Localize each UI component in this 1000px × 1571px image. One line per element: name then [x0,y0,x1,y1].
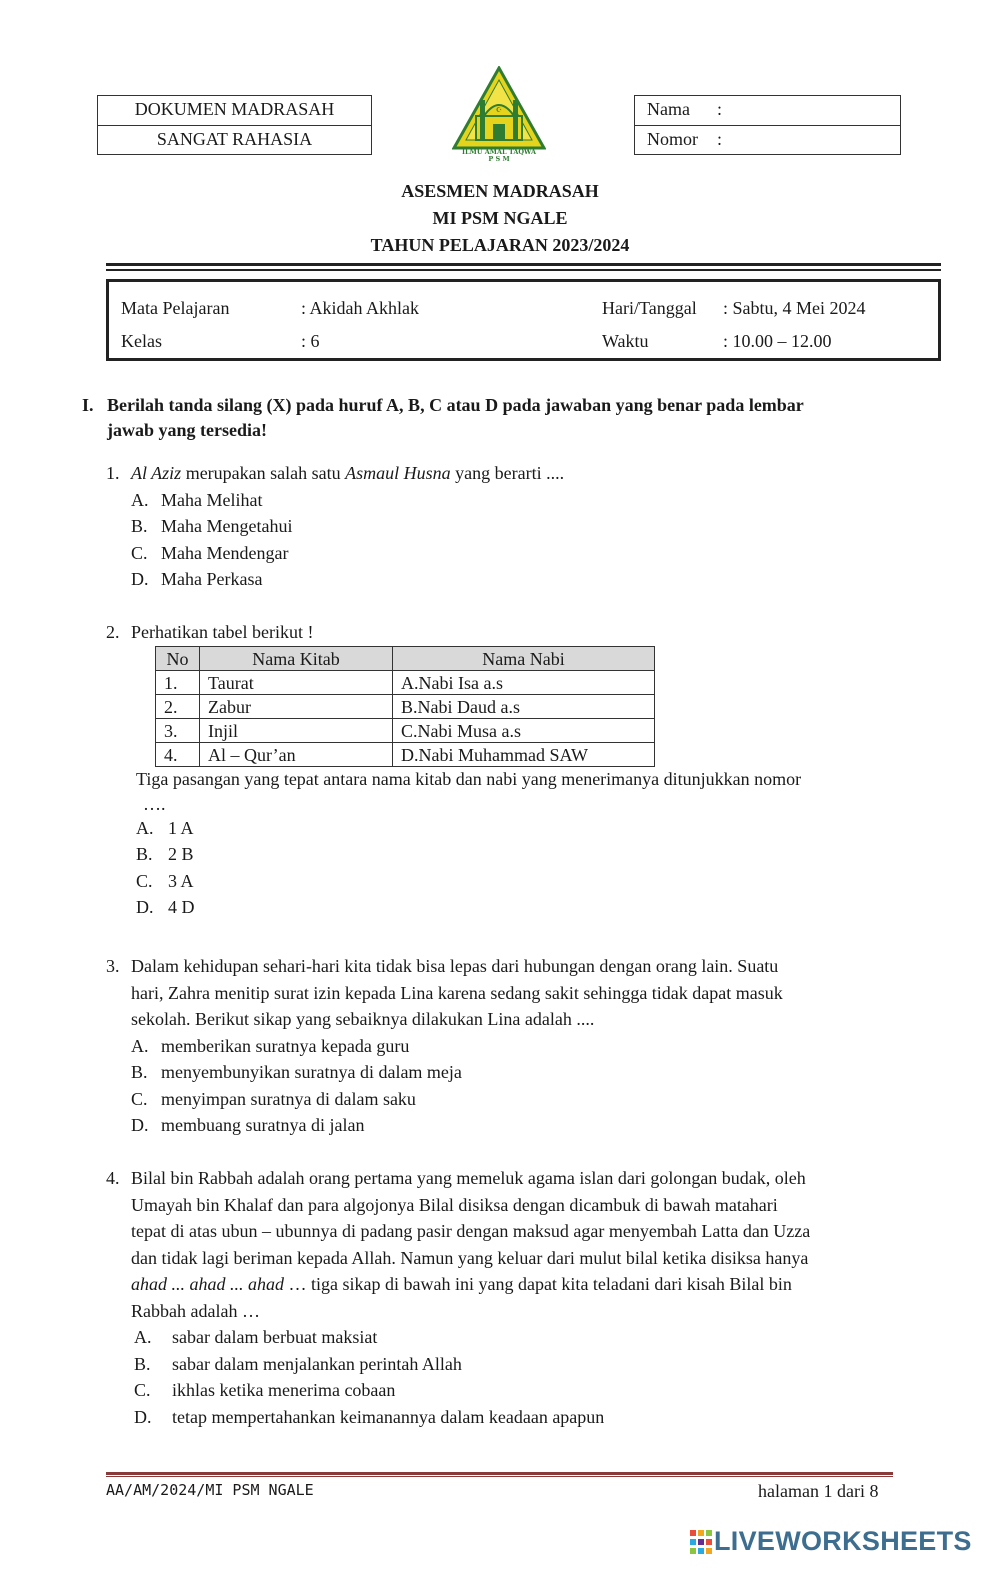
question-3 [106,953,896,1139]
question-text-line: tepat di atas ubun – ubunnya di padang pasir dengan maksud agar menyembah Latta dan Uzza [131,1221,811,1241]
name-label: Nama [647,99,690,119]
question-text: Al Aziz merupakan salah satu Asmaul Husna yang berarti .... [131,463,565,483]
option-a[interactable]: A. sabar dalam berbuat maksiat [134,1327,378,1347]
question-number: 1. [106,463,120,483]
date-value: : Sabtu, 4 Mei 2024 [723,298,866,318]
exam-info-box [106,279,941,361]
option-b[interactable]: B. menyembunyikan suratnya di dalam meja [131,1062,462,1082]
option-a[interactable]: A. 1 A [136,817,194,838]
question-2-continued [106,766,896,921]
option-b[interactable]: B. Maha Mengetahui [131,516,293,536]
option-c[interactable]: C. 3 A [136,870,194,891]
option-d[interactable]: D. tetap mempertahankan keimanannya dalam keadaan apapun [134,1406,605,1427]
student-id-box [634,95,901,155]
time-value: : 10.00 – 12.00 [723,331,832,351]
table-row [156,671,655,695]
table-cell: A.Nabi Isa a.s [393,671,655,695]
footer-code: AA/AM/2024/MI PSM NGALE [106,1481,314,1499]
svg-text:☪: ☪ [495,106,503,114]
table-cell: Taurat [200,671,393,695]
table-row [156,719,655,743]
doc-label: DOKUMEN MADRASAH [134,99,335,119]
option-a[interactable]: A. Maha Melihat [131,489,263,510]
subject-value: : Akidah Akhlak [301,298,419,318]
question-number: 4. [106,1168,120,1188]
table-header-row [156,647,655,671]
school-name: MI PSM NGALE [432,208,568,228]
table-cell: Injil [200,719,393,743]
table-row [156,695,655,719]
question-text-line: Rabbah adalah … [131,1300,260,1321]
table-cell: 3. [156,719,200,743]
footer-rule [106,1472,893,1477]
option-d[interactable]: D. Maha Perkasa [131,569,263,589]
exam-title: ASESMEN MADRASAH [401,181,599,201]
option-a[interactable]: A. memberikan suratnya kepada guru [131,1035,410,1056]
table-cell: Al – Qur’an [200,743,393,767]
document-classification-box [97,95,372,155]
option-c[interactable]: C. menyimpan suratnya di dalam saku [131,1088,416,1109]
table-cell: Zabur [200,695,393,719]
name-sep: : [717,99,723,119]
time-label: Waktu [602,331,649,351]
table-cell: D.Nabi Muhammad SAW [393,743,655,767]
instruction-line-2: jawab yang tersedia! [107,420,267,440]
table-row [156,743,655,767]
col-header: Nama Kitab [200,647,393,671]
liveworksheets-logo-icon [690,1530,712,1554]
exam-titles [0,178,1000,259]
question-text-line: ahad ... ahad ... ahad … tiga sikap di bawah ini yang dapat kita teladani dari kisah Bilal bin [131,1274,792,1294]
instruction-line-1: Berilah tanda silang (X) pada huruf A, B, C atau D pada jawaban yang benar pada lembar [107,395,804,415]
svg-text:ILMU AMAL TAQWA: ILMU AMAL TAQWA [462,148,536,156]
class-label: Kelas [121,331,162,351]
number-row[interactable] [635,125,900,154]
mosque-triangle-logo-icon [452,66,546,162]
table-cell: 2. [156,695,200,719]
scripture-table [155,646,655,767]
question-text: Perhatikan tabel berikut ! [131,622,314,642]
question-2 [106,619,896,646]
option-b[interactable]: B. 2 B [136,844,194,864]
section-number: I. [82,395,94,415]
page-indicator: halaman 1 dari 8 [758,1481,879,1501]
question-1 [106,460,896,593]
question-text-line: Umayah bin Khalaf dan para algojonya Bilal disiksa dengan dicambuk di bawah matahari [131,1194,778,1215]
table-cell: 1. [156,671,200,695]
question-text-line: sekolah. Berikut sikap yang sebaiknya dilakukan Lina adalah .... [131,1009,595,1029]
divider-top [106,263,941,266]
number-sep: : [717,129,723,149]
divider-bottom [106,269,941,271]
col-header: No [156,647,200,671]
class-value: : 6 [301,331,320,351]
brand-text: LIVEWORKSHEETS [714,1526,972,1556]
question-4 [106,1165,896,1430]
question-text-line: Dalam kehidupan sehari-hari kita tidak bisa lepas dari hubungan dengan orang lain. Suatu [131,956,779,976]
option-d[interactable]: D. 4 D [136,897,195,917]
option-c[interactable]: C. ikhlas ketika menerima cobaan [134,1380,396,1400]
date-label: Hari/Tanggal [602,298,697,318]
question-text-line: Bilal bin Rabbah adalah orang pertama yang memeluk agama islan dari golongan budak, oleh [131,1168,806,1188]
option-b[interactable]: B. sabar dalam menjalankan perintah Allah [134,1353,462,1374]
option-d[interactable]: D. membuang suratnya di jalan [131,1115,365,1135]
question-text-line: dan tidak lagi beriman kepada Allah. Namun yang keluar dari mulut bilal ketika disiksa hanya [131,1247,809,1268]
subject-label: Mata Pelajaran [121,298,230,318]
question-number: 3. [106,956,120,976]
svg-text:P S M: P S M [488,155,510,162]
name-row[interactable] [635,96,900,125]
question-text-line: hari, Zahra menitip surat izin kepada Lina karena sedang sakit sehingga tidak dapat masuk [131,982,783,1003]
number-label: Nomor [647,129,698,149]
secret-label: SANGAT RAHASIA [98,125,371,154]
table-cell: B.Nabi Daud a.s [393,695,655,719]
question-text-line: Tiga pasangan yang tepat antara nama kitab dan nabi yang menerimanya ditunjukkan nomor [136,769,802,789]
question-text-line: …. [143,793,166,814]
table-cell: 4. [156,743,200,767]
table-cell: C.Nabi Musa a.s [393,719,655,743]
col-header: Nama Nabi [393,647,655,671]
academic-year: TAHUN PELAJARAN 2023/2024 [370,235,630,255]
school-logo [452,66,546,162]
question-number: 2. [106,622,120,642]
option-c[interactable]: C. Maha Mendengar [131,542,289,563]
